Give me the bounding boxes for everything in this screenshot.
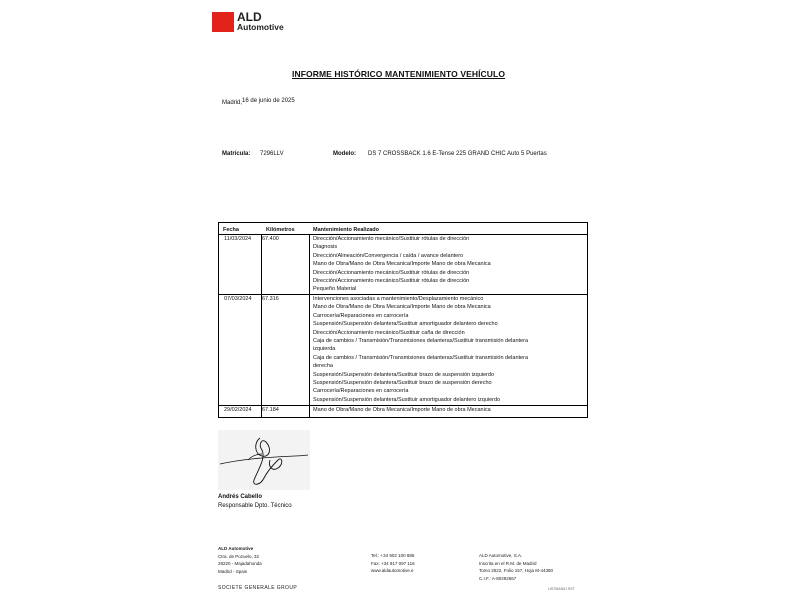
row-items [313, 235, 543, 294]
list-item: Carrocería/Reparaciones en carrocería [313, 388, 409, 395]
footer-legal-line: ALD Automotive, S.A. [479, 553, 523, 558]
column-divider [309, 234, 310, 417]
footer-address [218, 545, 262, 575]
list-item: Pequeño Material [313, 286, 357, 293]
document-title: INFORME HISTÓRICO MANTENIMIENTO VEHÍCULO [292, 69, 506, 79]
plate-label: Matrícula: [222, 151, 251, 157]
date-city: Madrid, [222, 100, 243, 106]
signature-icon [218, 430, 310, 490]
footer-company: ALD Automotive [218, 546, 254, 551]
list-item: Dirección/Accionamiento mecánico/Sustituir rótulas de dirección [313, 236, 470, 242]
row-km: 67.184 [262, 407, 279, 413]
date-line [222, 98, 295, 104]
list-item: Mano de Obra/Mano de Obra Mecanica/Importe Mano de obra Mecanica [313, 304, 491, 311]
list-item: Dirección/Accionamiento mecánico/Sustituir caña de dirección [313, 329, 465, 336]
list-item: Caja de cambios / Transmisión/Transmisiones delanteras/Sustituir transmisión delantera derecha [313, 354, 529, 370]
signatory-name: Andrés Cabello [218, 494, 263, 500]
logo-brand: ALD [237, 10, 262, 24]
plate-value: 7296LLV [260, 151, 284, 157]
logo-subtitle: Automotive [237, 22, 284, 32]
footer-phone: Tel.: +34 902 100 885 [371, 553, 415, 558]
maintenance-table [218, 222, 588, 418]
row-date: 11/03/2024 [224, 236, 252, 242]
footer-legal-line: C.I.F.: A-80292667 [479, 575, 517, 581]
list-item: Mano de Obra/Mano de Obra Mecanica/Importe Mano de obra Mecanica [313, 261, 491, 268]
header-work: Mantenimiento Realizado [313, 227, 380, 233]
list-item: Dirección/Accionamiento mecánico/Sustituir rótulas de dirección [313, 278, 470, 285]
column-divider [261, 234, 262, 417]
footer-fax: Fax: +34 917 097 116 [371, 560, 415, 566]
list-item: Dirección/Accionamiento mecánico/Sustituir rótulas de dirección [313, 269, 470, 276]
model-value: DS 7 CROSSBACK 1.6 E-Tense 225 GRAND CHIC Auto 5 Puertas [368, 151, 547, 157]
list-item: Intervenciones asociadas a mantenimiento/Desplazamiento mecánico [313, 296, 484, 302]
footer-address-line: 28220 - Majadahonda [218, 561, 262, 567]
footer-web: www.aldautomotive.e [371, 568, 414, 574]
list-item: Mano de Obra/Mano de Obra Mecanica/Importe Mano de obra Mecanica [313, 407, 491, 413]
header-date: Fecha [223, 227, 239, 233]
signatory-role: Responsable Dpto. Técnico [218, 503, 292, 509]
list-item: Suspensión/Suspensión delantera/Sustituir brazo de suspensión derecho [313, 380, 492, 387]
footer-address-line: Ctra. de Pozuelo, 32 [218, 553, 260, 559]
ald-automotive-logo [212, 12, 292, 36]
row-date: 29/02/2024 [224, 407, 252, 413]
footer-address-line: Madrid - Spain [218, 568, 248, 574]
signature-image [218, 430, 310, 490]
row-date: 07/03/2024 [224, 296, 252, 302]
list-item: Carrocería/Reparaciones en carrocería [313, 312, 409, 319]
date-value: 16 de junio de 2025 [242, 98, 295, 104]
document-reference: LISTMAN01 R/IT [548, 587, 575, 591]
model-label: Modelo: [333, 151, 356, 157]
footer-legal [479, 552, 553, 582]
list-item: Suspensión/Suspensión delantera/Sustituir amortiguador delantero izquierdo [313, 396, 501, 403]
header-km: Kilómetros [266, 227, 295, 233]
list-item: Caja de cambios / Transmisión/Transmisiones delanteras/Sustituir transmisión delantera izquierda [313, 338, 529, 353]
list-item: Dirección/Alineación/Convergencia / caída / avance delantero [313, 252, 464, 259]
row-items [313, 406, 543, 414]
list-item: Diagnosis [313, 244, 338, 251]
footer-contact [371, 552, 415, 575]
list-item: Suspensión/Suspensión delantera/Sustituir brazo de suspensión izquierdo [313, 371, 495, 378]
footer-legal-line: Tomo 2522, Folio 157, Hoja M-44380 [479, 568, 554, 574]
row-items [313, 295, 543, 404]
logo-red-square-icon [212, 12, 234, 32]
list-item: Suspensión/Suspensión delantera/Sustituir amortiguador delantero derecho [313, 321, 498, 328]
row-km: 67.316 [262, 296, 279, 302]
group-name: SOCIETE GENERALE GROUP [218, 585, 298, 591]
row-km: 67.400 [262, 236, 279, 242]
footer-legal-line: Inscrita en el R.M. de Madrid [479, 560, 537, 566]
